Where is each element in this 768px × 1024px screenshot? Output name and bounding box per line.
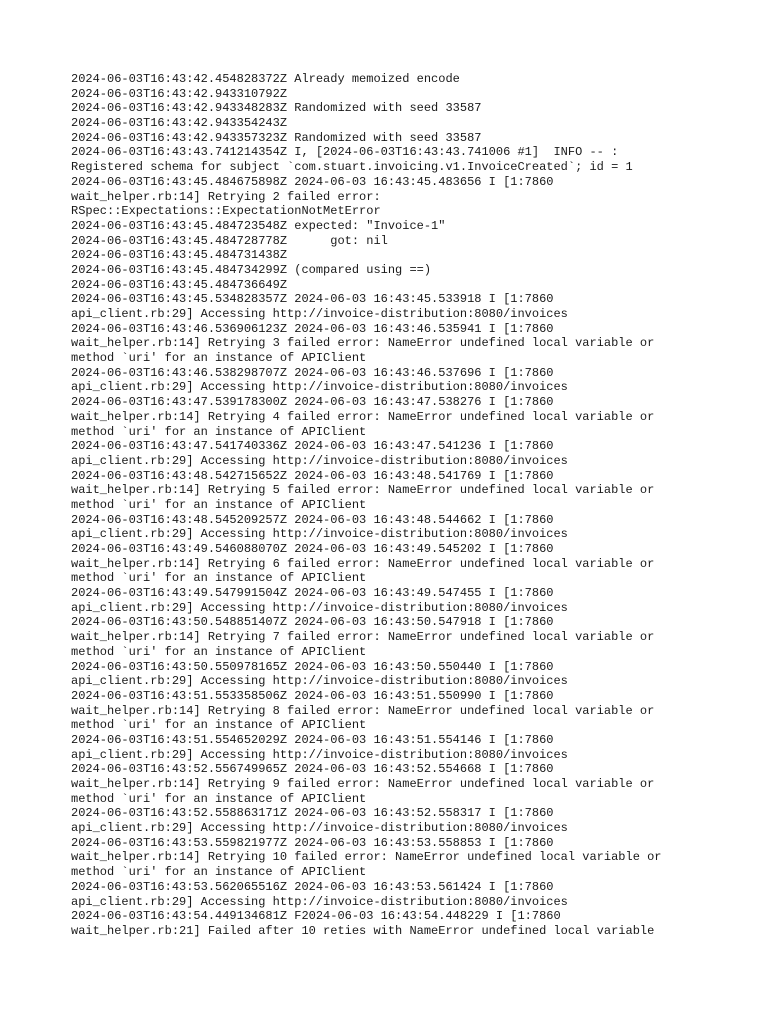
log-line: 2024-06-03T16:43:47.539178300Z 2024-06-03 16:43:47.538276 I [1:7860 [71, 395, 554, 410]
log-line: 2024-06-03T16:43:42.943354243Z [71, 116, 288, 131]
log-output [71, 72, 751, 939]
log-line: method `uri' for an instance of APIClient [71, 571, 367, 586]
log-line: 2024-06-03T16:43:51.553358506Z 2024-06-03 16:43:51.550990 I [1:7860 [71, 688, 554, 703]
log-line: 2024-06-03T16:43:49.547991504Z 2024-06-03 16:43:49.547455 I [1:7860 [71, 586, 554, 601]
log-line: 2024-06-03T16:43:52.558863171Z 2024-06-03 16:43:52.558317 I [1:7860 [71, 806, 554, 821]
log-line: 2024-06-03T16:43:42.943310792Z [71, 86, 288, 101]
log-line: 2024-06-03T16:43:51.554652029Z 2024-06-03 16:43:51.554146 I [1:7860 [71, 732, 554, 747]
log-line: method `uri' for an instance of APIClient [71, 718, 367, 733]
log-line: 2024-06-03T16:43:50.548851407Z 2024-06-03 16:43:50.547918 I [1:7860 [71, 615, 554, 630]
log-line: wait_helper.rb:14] Retrying 5 failed error: NameError undefined local variable or [71, 483, 655, 498]
log-line: 2024-06-03T16:43:46.536906123Z 2024-06-03 16:43:46.535941 I [1:7860 [71, 321, 554, 336]
log-line: 2024-06-03T16:43:50.550978165Z 2024-06-03 16:43:50.550440 I [1:7860 [71, 659, 554, 674]
log-line: 2024-06-03T16:43:42.943348283Z Randomized with seed 33587 [71, 101, 482, 116]
log-line: 2024-06-03T16:43:45.484731438Z [71, 248, 288, 263]
log-line: 2024-06-03T16:43:42.454828372Z Already memoized encode [71, 72, 460, 86]
log-line: 2024-06-03T16:43:45.484675898Z 2024-06-03 16:43:45.483656 I [1:7860 [71, 174, 554, 189]
log-line: api_client.rb:29] Accessing http://invoice-distribution:8080/invoices [71, 453, 568, 468]
log-line: 2024-06-03T16:43:54.449134681Z F2024-06-03 16:43:54.448229 I [1:7860 [71, 909, 561, 924]
log-line: api_client.rb:29] Accessing http://invoice-distribution:8080/invoices [71, 821, 568, 836]
log-line: method `uri' for an instance of APIClient [71, 497, 367, 512]
log-line: 2024-06-03T16:43:49.546088070Z 2024-06-03 16:43:49.545202 I [1:7860 [71, 542, 554, 556]
log-line: wait_helper.rb:14] Retrying 2 failed error: [71, 189, 381, 204]
log-line: Registered schema for subject `com.stuart.invoicing.v1.InvoiceCreated`; id = 1 [71, 160, 633, 175]
log-line: wait_helper.rb:14] Retrying 4 failed error: NameError undefined local variable or [71, 409, 655, 424]
log-line: 2024-06-03T16:43:52.556749965Z 2024-06-03 16:43:52.554668 I [1:7860 [71, 762, 554, 777]
log-line: 2024-06-03T16:43:53.562065516Z 2024-06-03 16:43:53.561424 I [1:7860 [71, 879, 554, 894]
log-line: api_client.rb:29] Accessing http://invoice-distribution:8080/invoices [71, 747, 568, 762]
log-line: method `uri' for an instance of APIClient [71, 424, 367, 439]
log-line: 2024-06-03T16:43:42.943357323Z Randomized with seed 33587 [71, 130, 482, 145]
log-line: api_client.rb:29] Accessing http://invoice-distribution:8080/invoices [71, 600, 568, 615]
log-line: 2024-06-03T16:43:45.534828357Z 2024-06-03 16:43:45.533918 I [1:7860 [71, 292, 554, 307]
log-line: wait_helper.rb:14] Retrying 9 failed error: NameError undefined local variable or [71, 777, 655, 791]
log-line: wait_helper.rb:14] Retrying 8 failed error: NameError undefined local variable or [71, 703, 655, 718]
log-line: 2024-06-03T16:43:45.484734299Z (compared using ==) [71, 262, 432, 277]
log-line: wait_helper.rb:21] Failed after 10 reties with NameError undefined local variable [71, 923, 655, 938]
log-line: api_client.rb:29] Accessing http://invoice-distribution:8080/invoices [71, 307, 568, 321]
log-line: wait_helper.rb:14] Retrying 7 failed error: NameError undefined local variable or [71, 630, 655, 645]
log-line: method `uri' for an instance of APIClient [71, 644, 367, 659]
log-line: api_client.rb:29] Accessing http://invoice-distribution:8080/invoices [71, 527, 568, 542]
log-line: 2024-06-03T16:43:48.545209257Z 2024-06-03 16:43:48.544662 I [1:7860 [71, 512, 554, 527]
log-line: api_client.rb:29] Accessing http://invoice-distribution:8080/invoices [71, 674, 568, 689]
log-line: wait_helper.rb:14] Retrying 6 failed error: NameError undefined local variable or [71, 556, 655, 571]
log-line: method `uri' for an instance of APIClient [71, 791, 367, 806]
log-line: api_client.rb:29] Accessing http://invoice-distribution:8080/invoices [71, 894, 568, 909]
log-line: wait_helper.rb:14] Retrying 3 failed error: NameError undefined local variable or [71, 336, 655, 351]
log-line: 2024-06-03T16:43:47.541740336Z 2024-06-03 16:43:47.541236 I [1:7860 [71, 439, 554, 454]
log-line: method `uri' for an instance of APIClient [71, 865, 367, 880]
log-line: api_client.rb:29] Accessing http://invoice-distribution:8080/invoices [71, 380, 568, 395]
log-line: RSpec::Expectations::ExpectationNotMetError [71, 204, 381, 219]
log-line: 2024-06-03T16:43:43.741214354Z I, [2024-06-03T16:43:43.741006 #1] INFO -- : [71, 145, 619, 160]
log-line: wait_helper.rb:14] Retrying 10 failed error: NameError undefined local variable or [71, 850, 662, 865]
log-line: 2024-06-03T16:43:53.559821977Z 2024-06-03 16:43:53.558853 I [1:7860 [71, 835, 554, 850]
log-line: 2024-06-03T16:43:45.484736649Z [71, 277, 288, 292]
log-line: 2024-06-03T16:43:45.484728778Z got: nil [71, 233, 388, 248]
log-line: 2024-06-03T16:43:48.542715652Z 2024-06-03 16:43:48.541769 I [1:7860 [71, 468, 554, 483]
log-line: 2024-06-03T16:43:46.538298707Z 2024-06-03 16:43:46.537696 I [1:7860 [71, 365, 554, 380]
log-line: 2024-06-03T16:43:45.484723548Z expected: "Invoice-1" [71, 218, 446, 233]
log-line: method `uri' for an instance of APIClient [71, 351, 367, 366]
